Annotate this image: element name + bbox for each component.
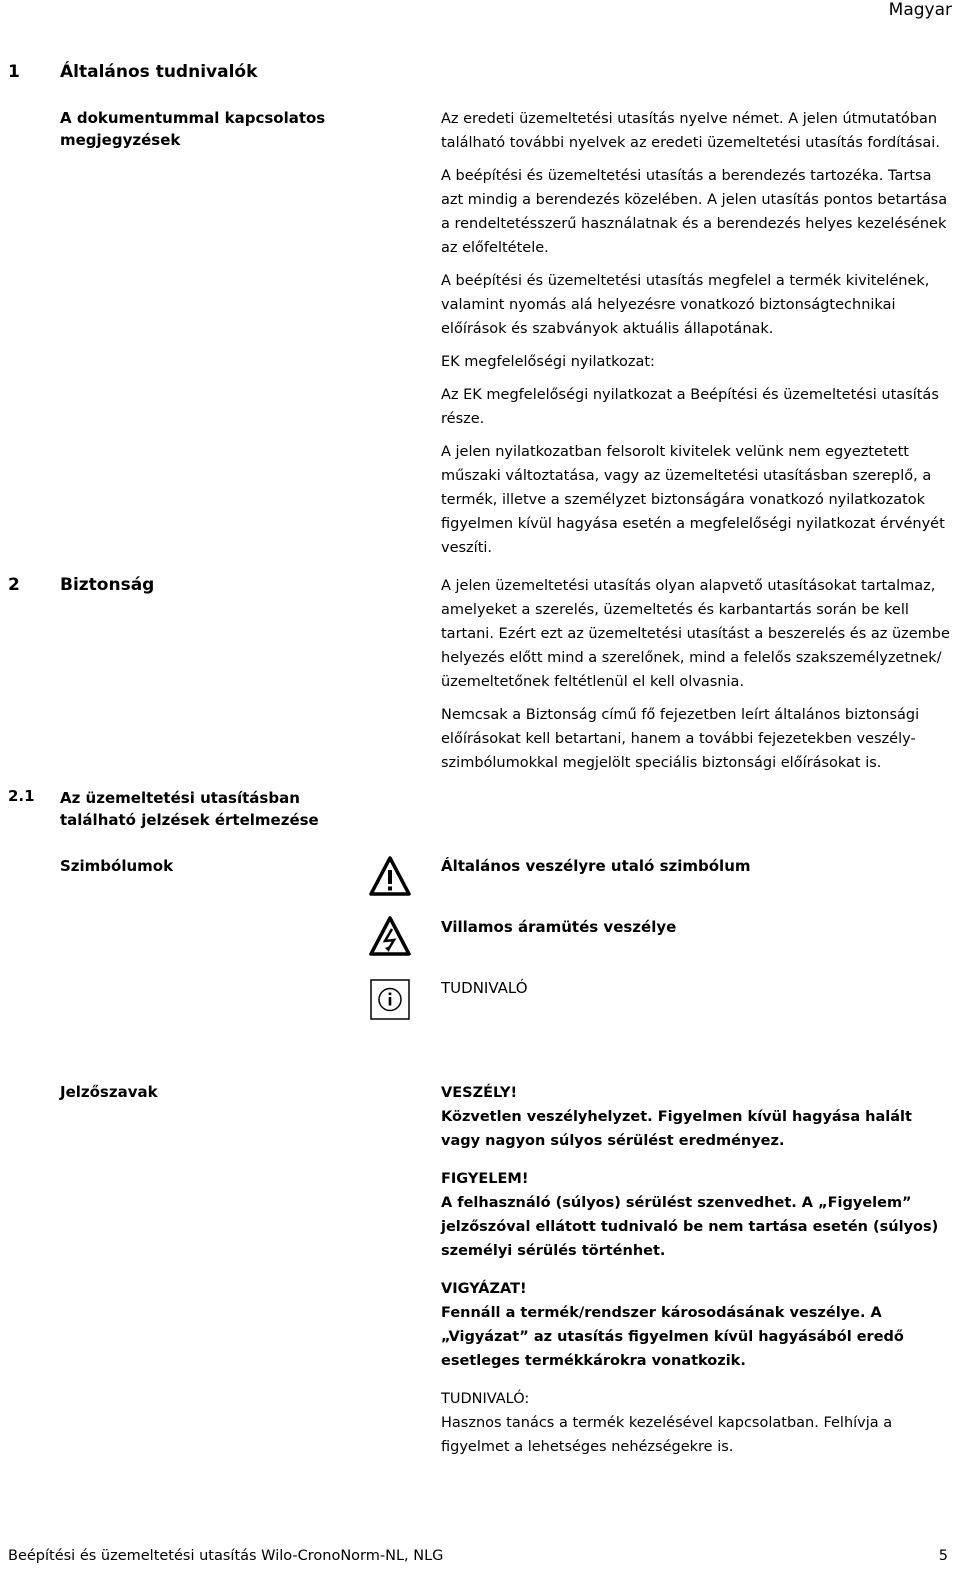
signal-word-warning (441, 1167, 949, 1263)
section-2-paragraph: A jelen üzemeltetési utasítás olyan alapvető utasításokat tartalmaz, amelyeket a szerelés, üzemeltetés és karbantartás során be kell tartani. Ezért ezt az üzemeltetési utasítást a beszerelés és az üzembe helyezés előtt mind a szerelőnek, mind a felelős szakszemélyzetnek/üzemeltetőnek feltétlenül el kell olvasnia. (441, 578, 950, 690)
section-1-paragraph: A beépítési és üzemeltetési utasítás megfelel a termék kivitelének, valamint nyomás alá helyezésre vonatkozó biztonságtechnikai előírások és szabványok aktuális állapotának. (441, 273, 930, 337)
section-1-title: Általános tudnivalók (60, 62, 258, 82)
section-2-1-title (60, 787, 319, 831)
signal-word-text: Hasznos tanács a termék kezelésével kapcsolatban. Felhívja a figyelmet a lehetséges nehézségekre is. (441, 1415, 893, 1455)
section-1-paragraph: Az EK megfelelőségi nyilatkozat a Beépítési és üzemeltetési utasítás része. (441, 387, 939, 427)
footer-document-title: Beépítési és üzemeltetési utasítás Wilo-CronoNorm-NL, NLG (8, 1548, 444, 1564)
signal-word-caution (441, 1277, 949, 1373)
electric-shock-icon (368, 915, 412, 957)
symbol-label-electric-shock: Villamos áramütés veszélye (441, 918, 677, 936)
signal-word-text: A felhasználó (súlyos) sérülést szenvedhet. A „Figyelem” jelzőszóval ellátott tudnivaló be nem tartása esetén (súlyos) személyi sérülés történhet. (441, 1195, 939, 1259)
symbols-label: Szimbólumok (60, 857, 174, 875)
signal-words-list (441, 1081, 949, 1473)
section-2-number: 2 (8, 575, 20, 595)
section-2-title: Biztonság (60, 575, 155, 595)
header-language: Magyar (888, 0, 952, 20)
symbol-label-note: TUDNIVALÓ (441, 979, 528, 997)
section-1-label-line2: megjegyzések (60, 131, 181, 149)
section-2-1-number: 2.1 (8, 787, 35, 805)
signal-word: VESZÉLY! (441, 1085, 518, 1101)
signal-word: FIGYELEM! (441, 1171, 529, 1187)
footer-page-number: 5 (938, 1548, 948, 1564)
section-1-label-line1: A dokumentummal kapcsolatos (60, 109, 326, 127)
signal-word-text: Fennáll a termék/rendszer károsodásának veszélye. A „Vigyázat” az utasítás figyelmen kívül hagyásából eredő esetleges termékkárokra vonatkozik. (441, 1305, 904, 1369)
section-1-number: 1 (8, 62, 20, 82)
signal-word-danger (441, 1081, 949, 1153)
section-1-paragraph: Az eredeti üzemeltetési utasítás nyelve német. A jelen útmutatóban található további nyelvek az eredeti üzemeltetési utasítás fordításai. (441, 111, 940, 151)
warning-triangle-icon (368, 855, 412, 897)
signal-word-note (441, 1387, 949, 1459)
section-1-paragraph: EK megfelelőségi nyilatkozat: (441, 354, 655, 370)
signal-words-label: Jelzőszavak (60, 1083, 158, 1101)
info-icon (370, 979, 410, 1020)
signal-word: TUDNIVALÓ: (441, 1391, 530, 1407)
section-2-body (441, 574, 953, 784)
section-1-body (441, 107, 953, 569)
symbol-label-general-danger: Általános veszélyre utaló szimbólum (441, 857, 751, 875)
section-2-1-title-line1: Az üzemeltetési utasításban (60, 789, 300, 807)
signal-word: VIGYÁZAT! (441, 1281, 527, 1297)
section-2-1-title-line2: található jelzések értelmezése (60, 811, 319, 829)
section-1-paragraph: A beépítési és üzemeltetési utasítás a berendezés tartozéka. Tartsa azt mindig a berendezés közelében. A jelen utasítás pontos betartása a rendeltetésszerű használatnak és a berendezés helyes kezelésének az előfeltétele. (441, 168, 948, 256)
section-2-paragraph: Nemcsak a Biztonság című fő fejezetben leírt általános biztonsági előírásokat kell betartani, hanem a további fejezetekben veszély-szimbólumokkal megjelölt speciális biztonsági előírásokat is. (441, 707, 920, 771)
signal-word-text: Közvetlen veszélyhelyzet. Figyelmen kívül hagyása halált vagy nagyon súlyos sérülést eredményez. (441, 1109, 912, 1149)
section-1-label (60, 107, 325, 151)
section-1-paragraph: A jelen nyilatkozatban felsorolt kivitelek velünk nem egyeztetett műszaki változtatása, vagy az üzemeltetési utasításban szereplő, a termék, illetve a személyzet biztonságára vonatkozó nyilatkozatok figyelmen kívül hagyása esetén a megfelelőségi nyilatkozat érvényét veszíti. (441, 444, 945, 556)
